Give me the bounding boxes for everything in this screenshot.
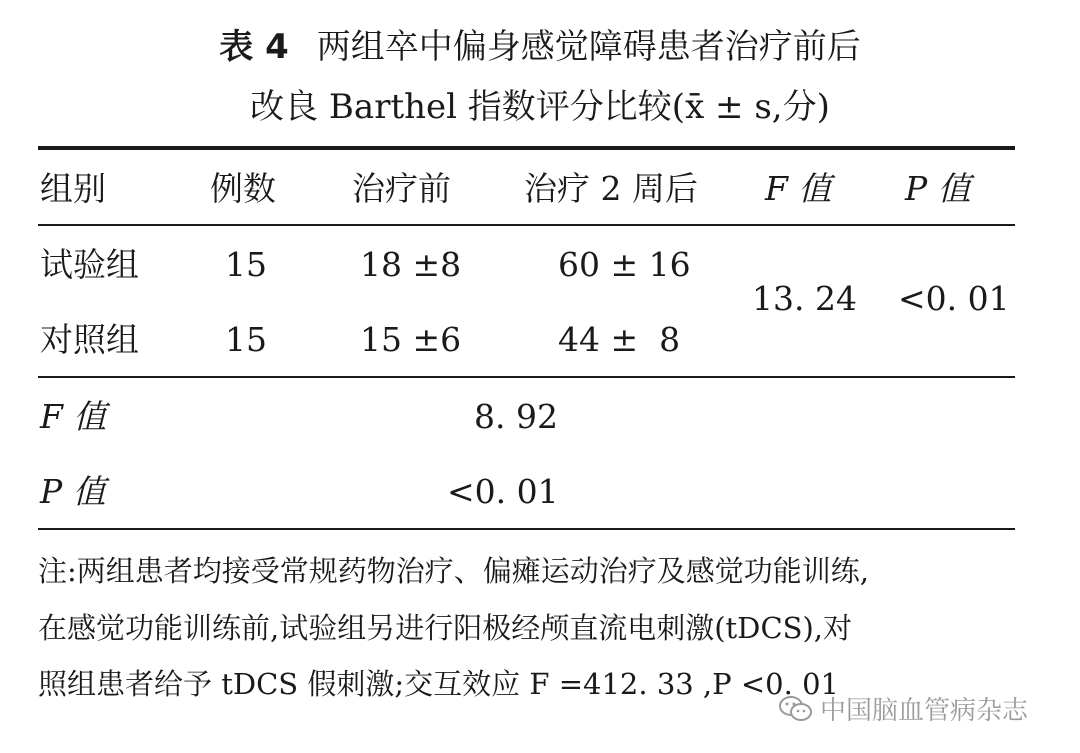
watermark-text: 中国脑血管病杂志 bbox=[820, 696, 1029, 726]
header-rule bbox=[38, 224, 1015, 226]
table-note-line1: 注:两组患者均接受常规药物治疗、偏瘫运动治疗及感觉功能训练, bbox=[38, 554, 869, 588]
row-group: 试验组 bbox=[40, 245, 139, 284]
watermark bbox=[778, 690, 1028, 727]
group-rule bbox=[38, 376, 1015, 378]
table-bottom-rule bbox=[38, 528, 1015, 530]
between-f-value: 13. 24 bbox=[752, 279, 857, 318]
row-after: 44 ± 8 bbox=[558, 320, 681, 359]
row-before: 18 ±8 bbox=[360, 245, 462, 284]
row-count: 15 bbox=[225, 320, 267, 359]
stat-value-p: <0. 01 bbox=[447, 472, 559, 511]
row-before: 15 ±6 bbox=[360, 320, 462, 359]
header-before: 治疗前 bbox=[352, 169, 451, 208]
table-title: 两组卒中偏身感觉障碍患者治疗前后 bbox=[316, 27, 861, 67]
header-f-value: F 值 bbox=[765, 169, 832, 208]
header-count: 例数 bbox=[210, 169, 276, 208]
between-p-value: <0. 01 bbox=[898, 279, 1010, 318]
row-count: 15 bbox=[225, 245, 267, 284]
stat-label-f: F 值 bbox=[40, 397, 107, 436]
stat-label-p: P 值 bbox=[40, 472, 106, 511]
header-group: 组别 bbox=[40, 169, 106, 208]
stat-value-f: 8. 92 bbox=[474, 397, 558, 436]
row-group: 对照组 bbox=[40, 320, 139, 359]
header-p-value: P 值 bbox=[905, 169, 971, 208]
table-caption-line2: 改良 Barthel 指数评分比较(x̄ ± s,分) bbox=[250, 87, 830, 127]
row-after: 60 ± 16 bbox=[558, 245, 691, 284]
table-top-rule bbox=[38, 146, 1015, 150]
wechat-icon bbox=[778, 694, 814, 724]
header-after: 治疗 2 周后 bbox=[524, 169, 698, 208]
table-caption-line1 bbox=[0, 27, 1080, 67]
table-note-line2: 在感觉功能训练前,试验组另进行阳极经颅直流电刺激(tDCS),对 bbox=[38, 611, 853, 645]
table-number: 表 4 bbox=[219, 27, 289, 67]
table-note-line3: 照组患者给予 tDCS 假刺激;交互效应 F =412. 33 ,P <0. 01 bbox=[38, 667, 839, 701]
